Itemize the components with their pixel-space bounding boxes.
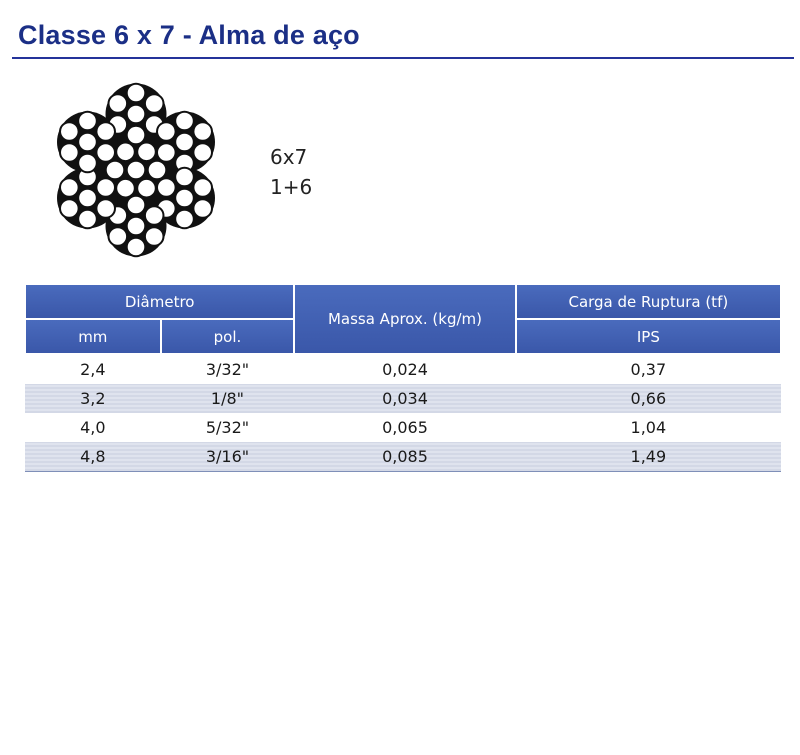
wire-circle <box>127 161 146 180</box>
construction-line-2: 1+6 <box>270 175 313 199</box>
cell-ips: 1,04 <box>516 413 781 442</box>
wire-circle <box>175 112 194 131</box>
wire-circle <box>127 238 146 257</box>
wire-circle <box>116 179 135 198</box>
rope-cross-section-icon <box>38 80 238 260</box>
wire-circle <box>96 143 115 162</box>
wire-circle <box>78 154 97 173</box>
cell-mm: 4,0 <box>25 413 161 442</box>
header-pol: pol. <box>161 319 295 354</box>
wire-circle <box>175 168 194 187</box>
header-diameter: Diâmetro <box>25 284 294 319</box>
wire-circle <box>116 143 135 162</box>
wire-circle <box>127 126 146 145</box>
cell-mm: 2,4 <box>25 354 161 384</box>
wire-circle <box>145 227 164 246</box>
wire-circle <box>145 94 164 113</box>
construction-label <box>270 142 312 202</box>
wire-circle <box>60 199 79 218</box>
wire-circle <box>175 210 194 229</box>
wire-circle <box>78 112 97 131</box>
wire-circle <box>109 94 128 113</box>
wire-circle <box>193 143 212 162</box>
table-row <box>25 384 781 413</box>
wire-circle <box>157 143 176 162</box>
wire-circle <box>96 178 115 197</box>
wire-circle <box>157 122 176 141</box>
wire-circle <box>193 122 212 141</box>
page-title: Classe 6 x 7 - Alma de aço <box>18 20 360 50</box>
wire-circle <box>106 161 125 180</box>
table-row <box>25 442 781 472</box>
wire-circle <box>127 217 146 236</box>
cell-ips: 1,49 <box>516 442 781 472</box>
header-mm: mm <box>25 319 161 354</box>
wire-circle <box>137 179 156 198</box>
wire-circle <box>193 178 212 197</box>
wire-circle <box>60 122 79 141</box>
wire-circle <box>109 227 128 246</box>
wire-circle <box>175 133 194 152</box>
cell-pol: 3/32" <box>161 354 295 384</box>
wire-circle <box>175 189 194 208</box>
wire-circle <box>127 105 146 124</box>
table-row <box>25 354 781 384</box>
wire-circle <box>127 196 146 215</box>
wire-circle <box>148 161 167 180</box>
header-mass: Massa Aprox. (kg/m) <box>294 284 515 354</box>
cell-mm: 4,8 <box>25 442 161 472</box>
wire-circle <box>78 210 97 229</box>
cell-mm: 3,2 <box>25 384 161 413</box>
wire-circle <box>137 143 156 162</box>
construction-line-1: 6x7 <box>270 145 308 169</box>
wire-circle <box>78 189 97 208</box>
cell-mass: 0,034 <box>294 384 515 413</box>
cell-ips: 0,66 <box>516 384 781 413</box>
wire-circle <box>78 133 97 152</box>
header-ips: IPS <box>516 319 781 354</box>
wire-circle <box>145 206 164 225</box>
wire-circle <box>60 143 79 162</box>
wire-circle <box>96 199 115 218</box>
cell-mass: 0,024 <box>294 354 515 384</box>
title-divider <box>12 57 794 59</box>
header-breaking-load: Carga de Ruptura (tf) <box>516 284 781 319</box>
wire-circle <box>96 122 115 141</box>
cell-mass: 0,065 <box>294 413 515 442</box>
cell-pol: 5/32" <box>161 413 295 442</box>
cell-mass: 0,085 <box>294 442 515 472</box>
table-row <box>25 413 781 442</box>
cell-pol: 3/16" <box>161 442 295 472</box>
cell-pol: 1/8" <box>161 384 295 413</box>
wire-circle <box>127 84 146 103</box>
wire-circle <box>60 178 79 197</box>
wire-circle <box>157 178 176 197</box>
cell-ips: 0,37 <box>516 354 781 384</box>
wire-circle <box>193 199 212 218</box>
spec-table <box>24 283 782 472</box>
